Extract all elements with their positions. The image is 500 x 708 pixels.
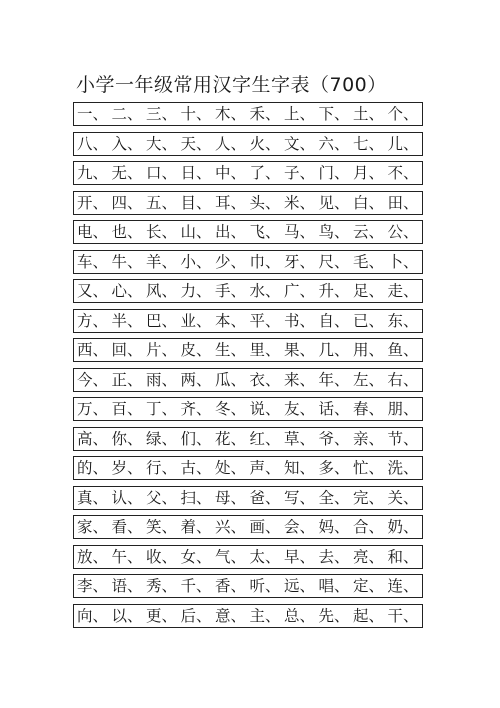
- character-cell: 万、: [77, 400, 109, 418]
- character-cell: 亲、: [353, 429, 385, 448]
- table-row: [73, 456, 423, 480]
- character-cell: 七、: [353, 134, 385, 153]
- character-cell: 关、: [387, 488, 419, 507]
- character-cell: 书、: [284, 311, 316, 330]
- character-cell: 放、: [77, 547, 109, 566]
- character-cell: 们、: [180, 429, 212, 448]
- table-row: [73, 191, 423, 215]
- table-row: [73, 604, 423, 628]
- character-cell: 多、: [318, 459, 350, 477]
- character-cell: 唱、: [318, 577, 350, 595]
- character-cell: 亮、: [353, 547, 385, 566]
- character-cell: 长、: [146, 223, 178, 241]
- character-cell: 话、: [318, 400, 350, 418]
- character-cell: 更、: [146, 606, 178, 625]
- character-cell: 全、: [318, 488, 350, 507]
- character-cell: 岁、: [111, 459, 143, 477]
- character-cell: 毛、: [353, 252, 385, 271]
- character-table: [73, 102, 423, 633]
- character-cell: 秀、: [146, 577, 178, 595]
- table-row: [73, 309, 423, 333]
- character-cell: 心、: [111, 282, 143, 300]
- character-cell: 百、: [111, 400, 143, 418]
- character-cell: 中、: [215, 164, 247, 182]
- character-cell: 草、: [284, 429, 316, 448]
- character-cell: 口、: [146, 164, 178, 182]
- character-cell: 说、: [249, 400, 281, 418]
- character-cell: 业、: [180, 311, 212, 330]
- character-cell: 早、: [284, 547, 316, 566]
- character-cell: 半、: [111, 311, 143, 330]
- character-cell: 里、: [249, 341, 281, 359]
- character-cell: 方、: [77, 311, 109, 330]
- character-cell: 远、: [284, 577, 316, 595]
- character-cell: 巾、: [249, 252, 281, 271]
- character-cell: 火、: [249, 134, 281, 153]
- character-cell: 西、: [77, 341, 109, 359]
- character-cell: 行、: [146, 459, 178, 477]
- character-cell: 父、: [146, 488, 178, 507]
- character-cell: 五、: [146, 193, 178, 212]
- character-cell: 奶、: [387, 518, 419, 536]
- character-cell: 二、: [111, 105, 143, 123]
- table-row: [73, 220, 423, 244]
- character-cell: 左、: [353, 370, 385, 389]
- table-row: [73, 486, 423, 510]
- character-cell: 后、: [180, 606, 212, 625]
- character-cell: 又、: [77, 282, 109, 300]
- character-cell: 太、: [249, 547, 281, 566]
- character-cell: 山、: [180, 223, 212, 241]
- character-cell: 不、: [387, 164, 419, 182]
- character-cell: 四、: [111, 193, 143, 212]
- character-cell: 马、: [284, 223, 316, 241]
- character-cell: 家、: [77, 518, 109, 536]
- character-cell: 听、: [249, 577, 281, 595]
- character-cell: 扫、: [180, 488, 212, 507]
- character-cell: 了、: [249, 164, 281, 182]
- character-cell: 平、: [249, 311, 281, 330]
- character-cell: 米、: [284, 193, 316, 212]
- table-row: [73, 338, 423, 362]
- character-cell: 鱼、: [387, 341, 419, 359]
- character-cell: 天、: [180, 134, 212, 153]
- character-cell: 古、: [180, 459, 212, 477]
- character-cell: 雨、: [146, 370, 178, 389]
- character-cell: 衣、: [249, 370, 281, 389]
- character-cell: 无、: [111, 164, 143, 182]
- character-cell: 笑、: [146, 518, 178, 536]
- character-cell: 入、: [111, 134, 143, 153]
- character-cell: 少、: [215, 252, 247, 271]
- character-cell: 云、: [353, 223, 385, 241]
- character-cell: 已、: [353, 311, 385, 330]
- character-cell: 水、: [249, 282, 281, 300]
- character-cell: 冬、: [215, 400, 247, 418]
- character-cell: 足、: [353, 282, 385, 300]
- character-cell: 着、: [180, 518, 212, 536]
- character-cell: 干、: [387, 606, 419, 625]
- character-cell: 完、: [353, 488, 385, 507]
- character-cell: 花、: [215, 429, 247, 448]
- table-row: [73, 515, 423, 539]
- character-cell: 头、: [249, 193, 281, 212]
- character-cell: 今、: [77, 370, 109, 389]
- character-cell: 田、: [387, 193, 419, 212]
- character-cell: 香、: [215, 577, 247, 595]
- character-cell: 出、: [215, 223, 247, 241]
- character-cell: 升、: [318, 282, 350, 300]
- character-cell: 大、: [146, 134, 178, 153]
- character-cell: 一、: [77, 105, 109, 123]
- character-cell: 红、: [249, 429, 281, 448]
- character-cell: 起、: [353, 606, 385, 625]
- character-cell: 土、: [353, 105, 385, 123]
- character-cell: 意、: [215, 606, 247, 625]
- character-cell: 你、: [111, 429, 143, 448]
- character-cell: 会、: [284, 518, 316, 536]
- character-cell: 回、: [111, 341, 143, 359]
- character-cell: 门、: [318, 164, 350, 182]
- character-cell: 卜、: [387, 252, 419, 271]
- character-cell: 公、: [387, 223, 419, 241]
- character-cell: 以、: [111, 606, 143, 625]
- character-cell: 真、: [77, 488, 109, 507]
- character-cell: 丁、: [146, 400, 178, 418]
- character-cell: 飞、: [249, 223, 281, 241]
- character-cell: 子、: [284, 164, 316, 182]
- table-row: [73, 574, 423, 598]
- character-cell: 力、: [180, 282, 212, 300]
- character-cell: 下、: [318, 105, 350, 123]
- character-cell: 来、: [284, 370, 316, 389]
- character-cell: 人、: [215, 134, 247, 153]
- character-cell: 小、: [180, 252, 212, 271]
- character-cell: 连、: [387, 577, 419, 595]
- table-row: [73, 279, 423, 303]
- character-cell: 三、: [146, 105, 178, 123]
- character-cell: 朋、: [387, 400, 419, 418]
- character-cell: 耳、: [215, 193, 247, 212]
- character-cell: 本、: [215, 311, 247, 330]
- table-row: [73, 427, 423, 451]
- character-cell: 两、: [180, 370, 212, 389]
- character-cell: 尺、: [318, 252, 350, 271]
- character-cell: 果、: [284, 341, 316, 359]
- character-cell: 日、: [180, 164, 212, 182]
- character-cell: 九、: [77, 164, 109, 182]
- character-cell: 片、: [146, 341, 178, 359]
- character-cell: 文、: [284, 134, 316, 153]
- character-cell: 绿、: [146, 429, 178, 448]
- character-cell: 向、: [77, 606, 109, 625]
- character-cell: 风、: [146, 282, 178, 300]
- character-cell: 八、: [77, 134, 109, 153]
- character-cell: 齐、: [180, 400, 212, 418]
- character-cell: 自、: [318, 311, 350, 330]
- character-cell: 主、: [249, 606, 281, 625]
- character-cell: 目、: [180, 193, 212, 212]
- character-cell: 年、: [318, 370, 350, 389]
- character-cell: 忙、: [353, 459, 385, 477]
- character-cell: 先、: [318, 606, 350, 625]
- character-cell: 走、: [387, 282, 419, 300]
- character-cell: 收、: [146, 547, 178, 566]
- character-cell: 午、: [111, 547, 143, 566]
- character-cell: 瓜、: [215, 370, 247, 389]
- character-cell: 高、: [77, 429, 109, 448]
- character-cell: 儿、: [387, 134, 419, 153]
- character-cell: 也、: [111, 223, 143, 241]
- table-row: [73, 250, 423, 274]
- character-cell: 个、: [387, 105, 419, 123]
- character-cell: 气、: [215, 547, 247, 566]
- character-cell: 画、: [249, 518, 281, 536]
- character-cell: 东、: [387, 311, 419, 330]
- character-cell: 和、: [387, 547, 419, 566]
- character-cell: 女、: [180, 547, 212, 566]
- character-cell: 母、: [215, 488, 247, 507]
- character-cell: 总、: [284, 606, 316, 625]
- character-cell: 定、: [353, 577, 385, 595]
- character-cell: 生、: [215, 341, 247, 359]
- character-cell: 正、: [111, 370, 143, 389]
- character-cell: 白、: [353, 193, 385, 212]
- character-cell: 李、: [77, 577, 109, 595]
- character-cell: 声、: [249, 459, 281, 477]
- table-row: [73, 132, 423, 156]
- character-cell: 牙、: [284, 252, 316, 271]
- character-cell: 木、: [215, 105, 247, 123]
- character-cell: 车、: [77, 252, 109, 271]
- character-cell: 千、: [180, 577, 212, 595]
- character-cell: 鸟、: [318, 223, 350, 241]
- character-cell: 开、: [77, 193, 109, 212]
- character-cell: 友、: [284, 400, 316, 418]
- table-row: [73, 161, 423, 185]
- character-cell: 巴、: [146, 311, 178, 330]
- character-cell: 皮、: [180, 341, 212, 359]
- character-cell: 手、: [215, 282, 247, 300]
- character-cell: 用、: [353, 341, 385, 359]
- character-cell: 认、: [111, 488, 143, 507]
- table-row: [73, 545, 423, 569]
- character-cell: 合、: [353, 518, 385, 536]
- table-row: [73, 102, 423, 126]
- character-cell: 语、: [111, 577, 143, 595]
- character-cell: 牛、: [111, 252, 143, 271]
- character-cell: 上、: [284, 105, 316, 123]
- character-cell: 洗、: [387, 459, 419, 477]
- character-cell: 节、: [387, 429, 419, 448]
- character-cell: 右、: [387, 370, 419, 389]
- table-row: [73, 397, 423, 421]
- table-row: [73, 368, 423, 392]
- character-cell: 广、: [284, 282, 316, 300]
- character-cell: 处、: [215, 459, 247, 477]
- page-title: 小学一年级常用汉字生字表（700）: [76, 74, 387, 96]
- character-cell: 看、: [111, 518, 143, 536]
- character-cell: 写、: [284, 488, 316, 507]
- character-cell: 妈、: [318, 518, 350, 536]
- character-cell: 爷、: [318, 429, 350, 448]
- character-cell: 见、: [318, 193, 350, 212]
- character-cell: 去、: [318, 547, 350, 566]
- character-cell: 的、: [77, 459, 109, 477]
- character-cell: 月、: [353, 164, 385, 182]
- character-cell: 几、: [318, 341, 350, 359]
- character-cell: 电、: [77, 223, 109, 241]
- character-cell: 知、: [284, 459, 316, 477]
- character-cell: 兴、: [215, 518, 247, 536]
- character-cell: 羊、: [146, 252, 178, 271]
- character-cell: 禾、: [249, 105, 281, 123]
- character-cell: 爸、: [249, 488, 281, 507]
- character-cell: 春、: [353, 400, 385, 418]
- character-cell: 六、: [318, 134, 350, 153]
- character-cell: 十、: [180, 105, 212, 123]
